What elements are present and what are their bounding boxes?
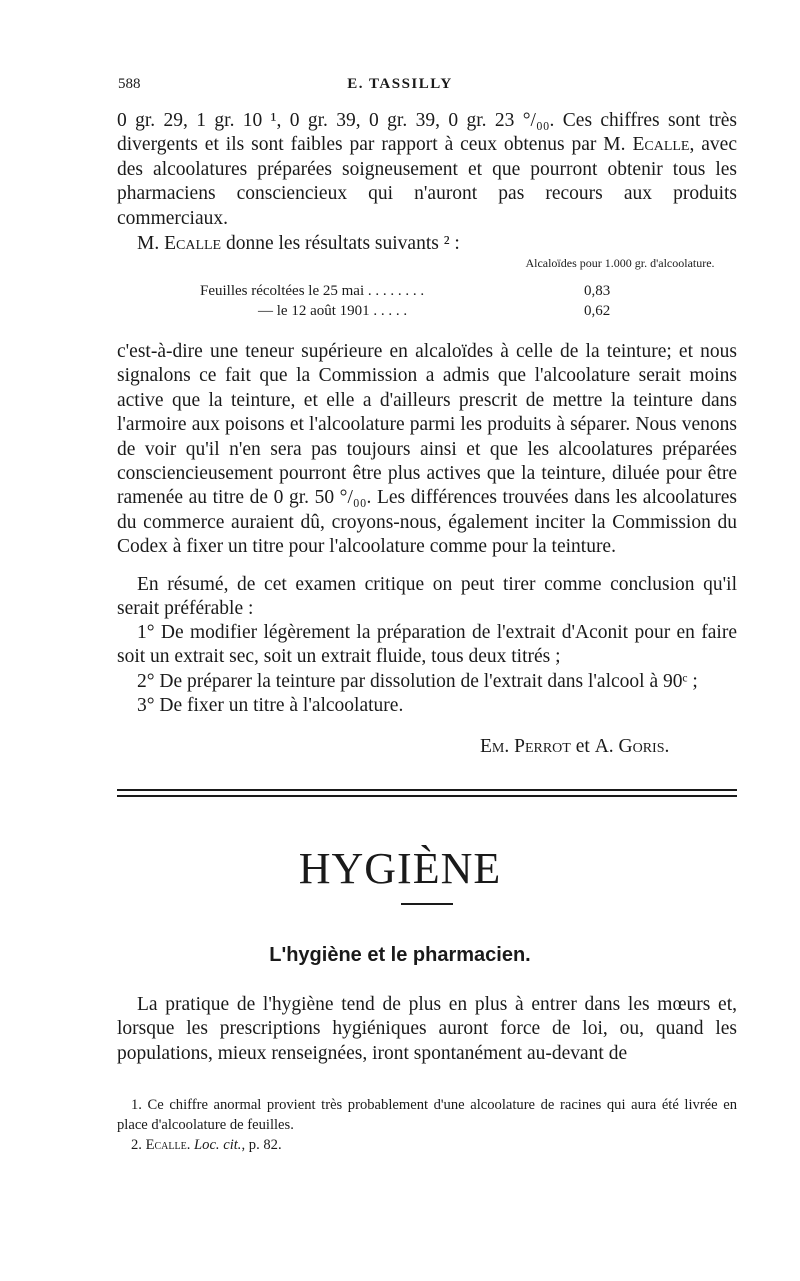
table-row-label: — le 12 août 1901 . . . . . (258, 303, 408, 319)
paragraph-figures-text: 0 gr. 29, 1 gr. 10 ¹, 0 gr. 39, 0 gr. 39, 0 gr. 23 °/₀₀. Ces chiffres sont très divergents et ils sont faibles par rapport à ceux obtenus par M. (117, 110, 737, 156)
article-paragraph (117, 993, 737, 1066)
author-name-ecalle-2: Ecalle (164, 233, 222, 254)
footnote-2-page: , p. 82. (241, 1137, 282, 1153)
table-row-value: 0,83 (584, 283, 611, 299)
table-column-header: Alcaloïdes pour 1.000 gr. d'alcoolature. (525, 256, 715, 270)
paragraph-resume (117, 573, 737, 622)
conclusion-item: 2° De préparer la teinture par dissolution de l'extrait dans l'alcool à 90ᶜ ; (137, 670, 698, 692)
conclusion-list (117, 621, 737, 719)
signature-name-goris: A. Goris. (594, 736, 670, 757)
paragraph-figures (117, 109, 737, 231)
paragraph-resume-text: En résumé, de cet examen critique on peut tirer comme conclusion qu'il serait préférable : (117, 574, 737, 620)
paragraph-teneur-text: c'est-à-dire une teneur supérieure en alcaloïdes à celle de la teinture; et nous signalons ce fait que la Commission a admis que l'alcoolature serait moins active que la teinture, et elle a d'ailleurs prescrit de mettre la teinture dans l'armoire aux poisons et l'alcoolature parmi les produits à séparer. Nous venons de voir qu'il n'en sera pas toujours ainsi et que les alcoolatures préparées consciencieusement pourront être plus actives que la teinture, diluée pour être ramenée au titre de 0 gr. 50 °/₀₀. Les différences trouvées dans les alcoolatures du commerce auraient dû, croyons-nous, également inciter la Commission du Codex à fixer un titre pour l'alcoolature comme pour la teinture. (117, 341, 737, 558)
article-title: L'hygiène et le pharmacien. (269, 944, 531, 966)
footnotes (117, 1095, 737, 1155)
footnote-2-loc-cit: Loc. cit. (194, 1137, 242, 1153)
running-title: E. TASSILLY (347, 76, 453, 92)
footnote-2-author: Ecalle. (145, 1137, 191, 1153)
author-name-ecalle: Ecalle (632, 134, 690, 156)
signature (480, 736, 669, 758)
section-divider-top (117, 789, 737, 791)
paragraph-results-intro (117, 232, 737, 256)
conclusion-item: 1° De modifier légèrement la préparation de l'extrait d'Aconit pour en faire soit un extrait sec, soit un extrait fluide, tous deux titrés ; (117, 622, 737, 668)
footnote-2-number: 2. (131, 1137, 146, 1153)
title-rule (401, 903, 453, 905)
signature-name-perrot: Em. Perrot (480, 736, 571, 757)
conclusion-item: 3° De fixer un titre à l'alcoolature. (137, 695, 404, 717)
table-row-value: 0,62 (584, 303, 611, 319)
paragraph-teneur (117, 340, 737, 560)
page-number: 588 (118, 76, 141, 92)
section-divider-bottom (117, 795, 737, 797)
footnote-1: 1. Ce chiffre anormal provient très probablement d'une alcoolature de racines qui aura été livrée en place d'alcoolature de feuilles. (117, 1097, 737, 1133)
results-intro-prefix: M. (137, 233, 165, 254)
section-title: HYGIÈNE (298, 844, 502, 893)
table-row-label: Feuilles récoltées le 25 mai . . . . . . . . (200, 283, 425, 299)
footnote-2 (117, 1135, 737, 1155)
signature-conjunction: et (575, 736, 590, 757)
results-intro-suffix: donne les résultats suivants ² : (221, 233, 460, 254)
article-paragraph-text: La pratique de l'hygiène tend de plus en plus à entrer dans les mœurs et, lorsque les prescriptions hygiéniques auront force de loi, ou, quand les populations, mieux renseignées, iront spontanément au-devant de (117, 994, 737, 1064)
paragraph-figures-text-end: , avec des alcoolatures préparées soigneusement et que pourront obtenir tous les pharmaciens consciencieux qui n'auront pas recours aux produits commerciaux. (117, 134, 737, 229)
